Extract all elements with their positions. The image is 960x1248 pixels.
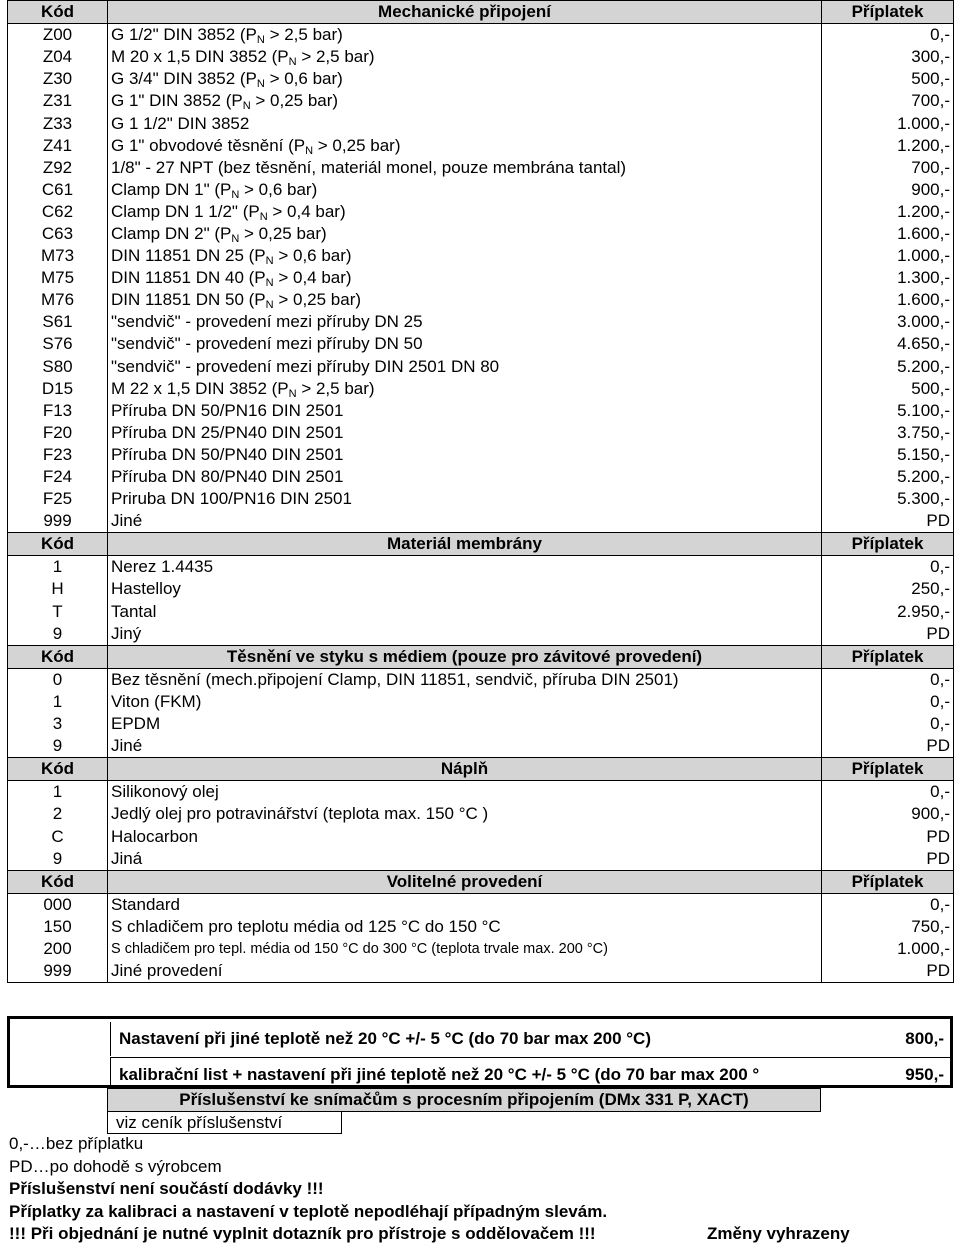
row-code: F23 (8, 444, 108, 466)
row-code: 200 (8, 938, 108, 960)
row-price: 500,- (822, 68, 954, 90)
row-description: Tantal (108, 601, 822, 623)
row-price: 500,- (822, 378, 954, 400)
row-price: 5.200,- (822, 466, 954, 488)
row-code: 9 (8, 623, 108, 646)
row-code: S76 (8, 333, 108, 355)
table-row (8, 938, 954, 960)
header-title: Těsnění ve styku s médiem (pouze pro závitové provedení) (108, 645, 822, 668)
row-price: 700,- (822, 90, 954, 112)
row-description: DIN 11851 DN 25 ($P_N > 0,6$ bar) (108, 245, 822, 267)
row-code: M73 (8, 245, 108, 267)
note-not-included: Příslušenství není součástí dodávky !!! (9, 1179, 324, 1199)
row-description: Clamp DN 1" ($P_N > 0,6$ bar) (108, 179, 822, 201)
row-price: 5.100,- (822, 400, 954, 422)
row-code: 1 (8, 556, 108, 579)
row-description: 1/8" - 27 NPT (bez těsnění, materiál monel, pouze membrána tantal) (108, 157, 822, 179)
table-row (8, 556, 954, 579)
row-description: Jiná (108, 848, 822, 871)
table-row (8, 46, 954, 68)
calibration-extras (7, 1016, 953, 1088)
row-code: 999 (8, 510, 108, 533)
row-code: 1 (8, 781, 108, 804)
table-row (8, 825, 954, 847)
row-description: Jiné provedení (108, 960, 822, 983)
row-description: "sendvič" - provedení mezi příruby DIN 2501 DN 80 (108, 356, 822, 378)
price-list-page (7, 0, 953, 1132)
table-row (8, 510, 954, 533)
accessories-box (107, 1088, 821, 1134)
row-code: Z00 (8, 24, 108, 47)
section-header (8, 645, 954, 668)
row-price: 250,- (822, 578, 954, 600)
row-description: Příruba DN 50/PN40 DIN 2501 (108, 444, 822, 466)
row-description: Clamp DN 2" ($P_N > 0,25$ bar) (108, 223, 822, 245)
table-row (8, 466, 954, 488)
row-code: Z41 (8, 135, 108, 157)
row-description: Viton (FKM) (108, 691, 822, 713)
row-price: 2.950,- (822, 601, 954, 623)
section-header (8, 1, 954, 24)
row-description: S chladičem pro teplotu média od 125 °C do 150 °C (108, 916, 822, 938)
row-price: 0,- (822, 713, 954, 735)
row-code: 1 (8, 691, 108, 713)
row-code: 9 (8, 735, 108, 758)
header-price: Příplatek (822, 645, 954, 668)
header-code: Kód (8, 1, 108, 24)
row-price: PD (822, 960, 954, 983)
row-description: DIN 11851 DN 50 ($P_N > 0,25$ bar) (108, 289, 822, 311)
row-price: 300,- (822, 46, 954, 68)
row-code: F24 (8, 466, 108, 488)
table-row (8, 333, 954, 355)
row-price: 0,- (822, 893, 954, 916)
note-changes: Změny vyhrazeny (707, 1224, 850, 1244)
table-row (8, 601, 954, 623)
row-code: C61 (8, 179, 108, 201)
table-row (8, 803, 954, 825)
table-row (8, 201, 954, 223)
row-code: 999 (8, 960, 108, 983)
table-row (8, 24, 954, 47)
table-row (8, 916, 954, 938)
table-row (8, 691, 954, 713)
header-title: Mechanické připojení (108, 1, 822, 24)
row-code: F20 (8, 422, 108, 444)
row-description: Bez těsnění (mech.připojení Clamp, DIN 11851, sendvič, příruba DIN 2501) (108, 668, 822, 691)
row-code: M76 (8, 289, 108, 311)
row-description: G 1/2" DIN 3852 ($P_N > 2,5$ bar) (108, 24, 822, 47)
extra-row-calibration (110, 1057, 950, 1091)
row-description: Příruba DN 25/PN40 DIN 2501 (108, 422, 822, 444)
table-row (8, 400, 954, 422)
table-row (8, 713, 954, 735)
table-row (8, 735, 954, 758)
table-row (8, 960, 954, 983)
row-code: C63 (8, 223, 108, 245)
row-price: 3.000,- (822, 311, 954, 333)
row-code: 2 (8, 803, 108, 825)
row-description: Jiné (108, 510, 822, 533)
row-price: 1.600,- (822, 223, 954, 245)
row-description: Standard (108, 893, 822, 916)
row-price: PD (822, 825, 954, 847)
row-price: PD (822, 510, 954, 533)
row-code: H (8, 578, 108, 600)
extra-label: Nastavení při jiné teplotě než 20 °C +/- 5 °C (do 70 bar max 200 °C) (119, 1029, 651, 1048)
row-price: 900,- (822, 803, 954, 825)
row-description: "sendvič" - provedení mezi příruby DN 50 (108, 333, 822, 355)
row-description: Příruba DN 80/PN40 DIN 2501 (108, 466, 822, 488)
row-price: PD (822, 735, 954, 758)
section-header (8, 758, 954, 781)
note-questionnaire: !!! Při objednání je nutné vyplnit dotazník pro přístroje s oddělovačem !!! (9, 1224, 596, 1244)
row-price: 3.750,- (822, 422, 954, 444)
row-price: 5.150,- (822, 444, 954, 466)
row-description: G 1" obvodové těsnění ($P_N > 0,25$ bar) (108, 135, 822, 157)
row-price: PD (822, 623, 954, 646)
row-code: 0 (8, 668, 108, 691)
row-price: PD (822, 848, 954, 871)
table-row (8, 267, 954, 289)
table-row (8, 422, 954, 444)
extra-price: 800,- (905, 1029, 944, 1048)
row-price: 1.000,- (822, 112, 954, 134)
table-row (8, 781, 954, 804)
row-price: 1.600,- (822, 289, 954, 311)
table-row (8, 893, 954, 916)
accessories-title: Příslušenství ke snímačům s procesním připojením (DMx 331 P, XACT) (107, 1088, 821, 1112)
row-description: Halocarbon (108, 825, 822, 847)
row-description: M 20 x 1,5 DIN 3852 ($P_N > 2,5$ bar) (108, 46, 822, 68)
table-row (8, 223, 954, 245)
table-row (8, 488, 954, 510)
header-price: Příplatek (822, 758, 954, 781)
row-price: 0,- (822, 24, 954, 47)
footnotes (9, 1133, 949, 1246)
row-description: Jedlý olej pro potravinářství (teplota max. 150 °C ) (108, 803, 822, 825)
row-code: F25 (8, 488, 108, 510)
extra-price: 950,- (905, 1065, 944, 1084)
row-price: 0,- (822, 556, 954, 579)
table-row (8, 135, 954, 157)
table-row (8, 668, 954, 691)
row-price: 1.200,- (822, 135, 954, 157)
row-price: 4.650,- (822, 333, 954, 355)
row-description: Clamp DN 1 1/2" ($P_N > 0,4$ bar) (108, 201, 822, 223)
note-last-line (9, 1223, 949, 1246)
table-row (8, 289, 954, 311)
row-code: 3 (8, 713, 108, 735)
row-description: G 3/4" DIN 3852 ($P_N > 0,6$ bar) (108, 68, 822, 90)
table-row (8, 444, 954, 466)
row-description: G 1" DIN 3852 ($P_N > 0,25$ bar) (108, 90, 822, 112)
row-price: 0,- (822, 781, 954, 804)
row-code: S80 (8, 356, 108, 378)
row-description: Hastelloy (108, 578, 822, 600)
row-description: Priruba DN 100/PN16 DIN 2501 (108, 488, 822, 510)
table-row (8, 311, 954, 333)
row-description: Silikonový olej (108, 781, 822, 804)
table-row (8, 90, 954, 112)
extra-row-setting (110, 1022, 950, 1056)
table-row (8, 848, 954, 871)
row-price: 750,- (822, 916, 954, 938)
row-price: 5.300,- (822, 488, 954, 510)
header-code: Kód (8, 645, 108, 668)
row-code: 9 (8, 848, 108, 871)
row-description: DIN 11851 DN 40 ($P_N > 0,4$ bar) (108, 267, 822, 289)
row-code: Z92 (8, 157, 108, 179)
row-price: 900,- (822, 179, 954, 201)
price-table (7, 0, 954, 983)
row-description: "sendvič" - provedení mezi příruby DN 25 (108, 311, 822, 333)
row-code: Z31 (8, 90, 108, 112)
row-code: 150 (8, 916, 108, 938)
row-code: S61 (8, 311, 108, 333)
row-price: 700,- (822, 157, 954, 179)
header-code: Kód (8, 870, 108, 893)
row-code: T (8, 601, 108, 623)
row-description: EPDM (108, 713, 822, 735)
header-title: Volitelné provedení (108, 870, 822, 893)
row-description: Příruba DN 50/PN16 DIN 2501 (108, 400, 822, 422)
row-description: S chladičem pro tepl. média od 150 °C do 300 °C (teplota trvale max. 200 °C) (108, 938, 822, 960)
table-row (8, 623, 954, 646)
row-price: 1.000,- (822, 938, 954, 960)
row-code: Z04 (8, 46, 108, 68)
header-code: Kód (8, 758, 108, 781)
row-price: 1.200,- (822, 201, 954, 223)
header-title: Náplň (108, 758, 822, 781)
row-code: Z30 (8, 68, 108, 90)
header-title: Materiál membrány (108, 533, 822, 556)
row-description: M 22 x 1,5 DIN 3852 ($P_N > 2,5$ bar) (108, 378, 822, 400)
table-row (8, 245, 954, 267)
row-code: M75 (8, 267, 108, 289)
row-description: Nerez 1.4435 (108, 556, 822, 579)
row-description: G 1 1/2" DIN 3852 (108, 112, 822, 134)
extra-label: kalibrační list + nastavení při jiné teplotě než 20 °C +/- 5 °C (do 70 bar max 200 ° (119, 1065, 760, 1084)
table-row (8, 157, 954, 179)
header-code: Kód (8, 533, 108, 556)
row-price: 5.200,- (822, 356, 954, 378)
row-code: D15 (8, 378, 108, 400)
table-row (8, 378, 954, 400)
row-description: Jiný (108, 623, 822, 646)
row-code: C62 (8, 201, 108, 223)
row-price: 1.000,- (822, 245, 954, 267)
row-code: 000 (8, 893, 108, 916)
header-price: Příplatek (822, 533, 954, 556)
row-description: Jiné (108, 735, 822, 758)
table-row (8, 356, 954, 378)
header-price: Příplatek (822, 870, 954, 893)
section-header (8, 533, 954, 556)
row-price: 0,- (822, 691, 954, 713)
table-row (8, 578, 954, 600)
row-code: F13 (8, 400, 108, 422)
note-zero: 0,-…bez příplatku (9, 1134, 144, 1153)
row-price: 1.300,- (822, 267, 954, 289)
section-header (8, 870, 954, 893)
note-discount: Příplatky za kalibraci a nastavení v teplotě nepodléhají případným slevám. (9, 1201, 608, 1221)
table-row (8, 179, 954, 201)
row-code: C (8, 825, 108, 847)
table-row (8, 112, 954, 134)
row-price: 0,- (822, 668, 954, 691)
table-row (8, 68, 954, 90)
header-price: Příplatek (822, 1, 954, 24)
row-code: Z33 (8, 112, 108, 134)
accessories-body: viz ceník příslušenství (107, 1112, 342, 1134)
note-pd: PD…po dohodě s výrobcem (9, 1156, 222, 1176)
